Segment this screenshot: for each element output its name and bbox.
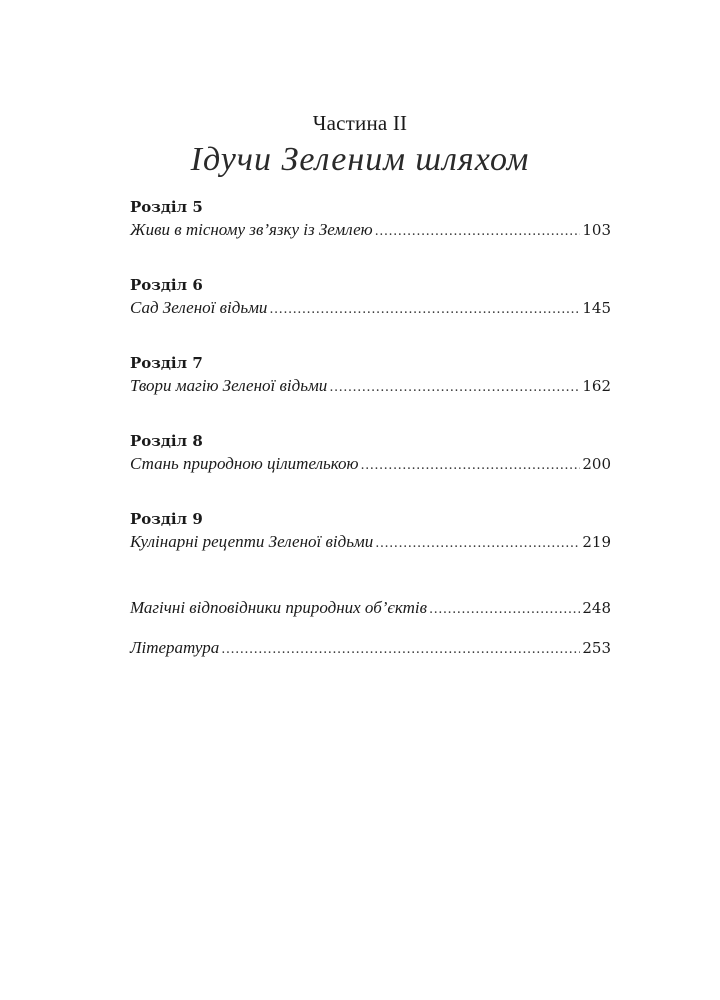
table-of-contents xyxy=(130,192,611,676)
leader-dots xyxy=(269,298,580,322)
leader-dots xyxy=(375,220,581,244)
leader-dots xyxy=(221,638,580,662)
leader-dots xyxy=(429,598,580,622)
chapter-label: Розділ 6 xyxy=(130,276,203,294)
toc-entry[interactable] xyxy=(130,636,611,662)
leader-dots xyxy=(375,532,580,556)
toc-entry[interactable] xyxy=(130,452,611,478)
entry-title: Сад Зеленої відьми xyxy=(130,298,268,317)
entry-title: Магічні відповідники природних об’єктів xyxy=(130,598,427,617)
leader-dots xyxy=(361,454,581,478)
toc-chapter-5 xyxy=(130,196,611,270)
part-title: Частина II xyxy=(312,111,408,135)
entry-title: Твори магію Зеленої відьми xyxy=(130,376,328,395)
toc-entry[interactable] xyxy=(130,596,611,622)
toc-entry[interactable] xyxy=(130,374,611,400)
toc-appendix-correspondences xyxy=(130,596,611,636)
page-number: 253 xyxy=(582,639,611,657)
page-number: 200 xyxy=(582,455,611,473)
chapter-label: Розділ 7 xyxy=(130,354,203,372)
entry-title: Кулінарні рецепти Зеленої відьми xyxy=(130,532,374,551)
toc-chapter-6 xyxy=(130,274,611,348)
leader-dots xyxy=(329,376,580,400)
toc-chapter-9 xyxy=(130,508,611,582)
chapter-label: Розділ 9 xyxy=(130,510,203,528)
page-number: 162 xyxy=(582,377,611,395)
page-number: 103 xyxy=(582,221,611,239)
page-number: 248 xyxy=(582,599,611,617)
toc-entry[interactable] xyxy=(130,218,611,244)
toc-appendix xyxy=(130,596,611,676)
entry-title: Живи в тісному зв’язку із Землею xyxy=(130,220,373,239)
part-subtitle: Ідучи Зеленим шляхом xyxy=(190,141,530,178)
page-number: 219 xyxy=(582,533,611,551)
toc-appendix-literature xyxy=(130,636,611,676)
entry-title: Стань природною цілителькою xyxy=(130,454,359,473)
toc-chapter-8 xyxy=(130,430,611,504)
chapter-label: Розділ 8 xyxy=(130,432,203,450)
entry-title: Література xyxy=(130,638,220,657)
part-header xyxy=(0,110,720,180)
chapter-label: Розділ 5 xyxy=(130,198,203,216)
page-number: 145 xyxy=(582,299,611,317)
toc-chapter-7 xyxy=(130,352,611,426)
toc-entry[interactable] xyxy=(130,530,611,556)
toc-entry[interactable] xyxy=(130,296,611,322)
